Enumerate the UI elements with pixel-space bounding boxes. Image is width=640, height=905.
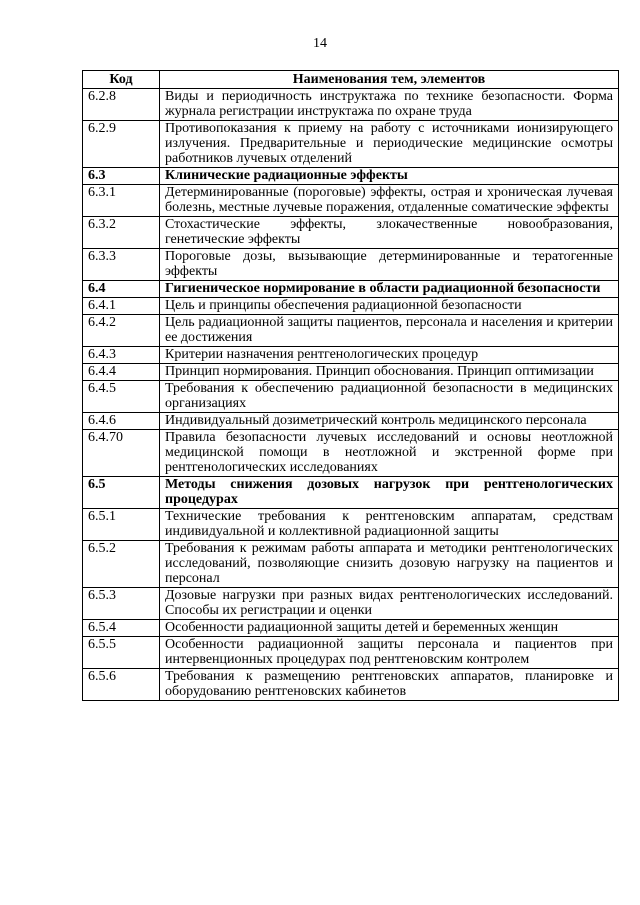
table-row: [83, 413, 619, 430]
row-code: 6.4.70: [83, 430, 160, 477]
row-code: 6.4.1: [83, 298, 160, 315]
row-code: 6.3.3: [83, 249, 160, 281]
table-row: [83, 298, 619, 315]
row-code: 6.5: [83, 477, 160, 509]
page-number: 14: [313, 36, 327, 51]
row-code: 6.4.6: [83, 413, 160, 430]
row-title: Клинические радиационные эффекты: [160, 168, 619, 185]
table-section-row: [83, 477, 619, 509]
row-code: 6.3.2: [83, 217, 160, 249]
row-title: Методы снижения дозовых нагрузок при рентгенологических процедурах: [160, 477, 619, 509]
row-title: Требования к режимам работы аппарата и методики рентгенологических исследований, позволяющие снизить дозовую нагрузку на пациентов и персонал: [160, 541, 619, 588]
row-title: Противопоказания к приему на работу с источниками ионизирующего излучения. Предварительные и периодические медицинские осмотры работников лучевых отделений: [160, 121, 619, 168]
header-title: Наименования тем, элементов: [160, 71, 619, 89]
row-code: 6.5.1: [83, 509, 160, 541]
table-row: [83, 541, 619, 588]
row-title: Принцип нормирования. Принцип обоснования. Принцип оптимизации: [160, 364, 619, 381]
row-title: Детерминированные (пороговые) эффекты, острая и хроническая лучевая болезнь, местные лучевые поражения, отдаленные соматические эффекты: [160, 185, 619, 217]
row-code: 6.2.8: [83, 89, 160, 121]
row-title: Требования к размещению рентгеновских аппаратов, планировке и оборудованию рентгеновских кабинетов: [160, 669, 619, 701]
table-section-row: [83, 168, 619, 185]
row-code: 6.3.1: [83, 185, 160, 217]
topics-table: [82, 70, 619, 701]
header-code: Код: [83, 71, 160, 89]
table-section-row: [83, 281, 619, 298]
row-code: 6.5.3: [83, 588, 160, 620]
row-title: Особенности радиационной защиты персонала и пациентов при интервенционных процедурах под рентгеновским контролем: [160, 637, 619, 669]
row-code: 6.5.4: [83, 620, 160, 637]
table-row: [83, 347, 619, 364]
row-title: Стохастические эффекты, злокачественные новообразования, генетические эффекты: [160, 217, 619, 249]
row-code: 6.5.5: [83, 637, 160, 669]
table-row: [83, 249, 619, 281]
row-code: 6.4.2: [83, 315, 160, 347]
row-code: 6.5.6: [83, 669, 160, 701]
row-title: Критерии назначения рентгенологических процедур: [160, 347, 619, 364]
row-code: 6.4.3: [83, 347, 160, 364]
row-code: 6.5.2: [83, 541, 160, 588]
table-row: [83, 637, 619, 669]
table-row: [83, 588, 619, 620]
row-code: 6.2.9: [83, 121, 160, 168]
table-row: [83, 669, 619, 701]
row-title: Цель радиационной защиты пациентов, персонала и населения и критерии ее достижения: [160, 315, 619, 347]
table-row: [83, 185, 619, 217]
table-row: [83, 430, 619, 477]
row-title: Дозовые нагрузки при разных видах рентгенологических исследований. Способы их регистрации и оценки: [160, 588, 619, 620]
row-title: Требования к обеспечению радиационной безопасности в медицинских организациях: [160, 381, 619, 413]
table-row: [83, 509, 619, 541]
table-row: [83, 620, 619, 637]
row-title: Виды и периодичность инструктажа по технике безопасности. Форма журнала регистрации инструктажа по охране труда: [160, 89, 619, 121]
row-title: Пороговые дозы, вызывающие детерминированные и тератогенные эффекты: [160, 249, 619, 281]
row-title: Особенности радиационной защиты детей и беременных женщин: [160, 620, 619, 637]
table-row: [83, 315, 619, 347]
table-row: [83, 121, 619, 168]
row-title: Правила безопасности лучевых исследований и основы неотложной медицинской помощи в неотложной и экстренной форме при рентгенологических исследованиях: [160, 430, 619, 477]
row-code: 6.4: [83, 281, 160, 298]
table-row: [83, 381, 619, 413]
table-row: [83, 89, 619, 121]
table-header-row: [83, 71, 619, 89]
row-title: Гигиеническое нормирование в области радиационной безопасности: [160, 281, 619, 298]
row-title: Цель и принципы обеспечения радиационной безопасности: [160, 298, 619, 315]
row-code: 6.4.4: [83, 364, 160, 381]
table-body: [83, 89, 619, 701]
table-row: [83, 217, 619, 249]
row-code: 6.3: [83, 168, 160, 185]
row-title: Технические требования к рентгеновским аппаратам, средствам индивидуальной и коллективной радиационной защиты: [160, 509, 619, 541]
row-code: 6.4.5: [83, 381, 160, 413]
table-row: [83, 364, 619, 381]
row-title: Индивидуальный дозиметрический контроль медицинского персонала: [160, 413, 619, 430]
